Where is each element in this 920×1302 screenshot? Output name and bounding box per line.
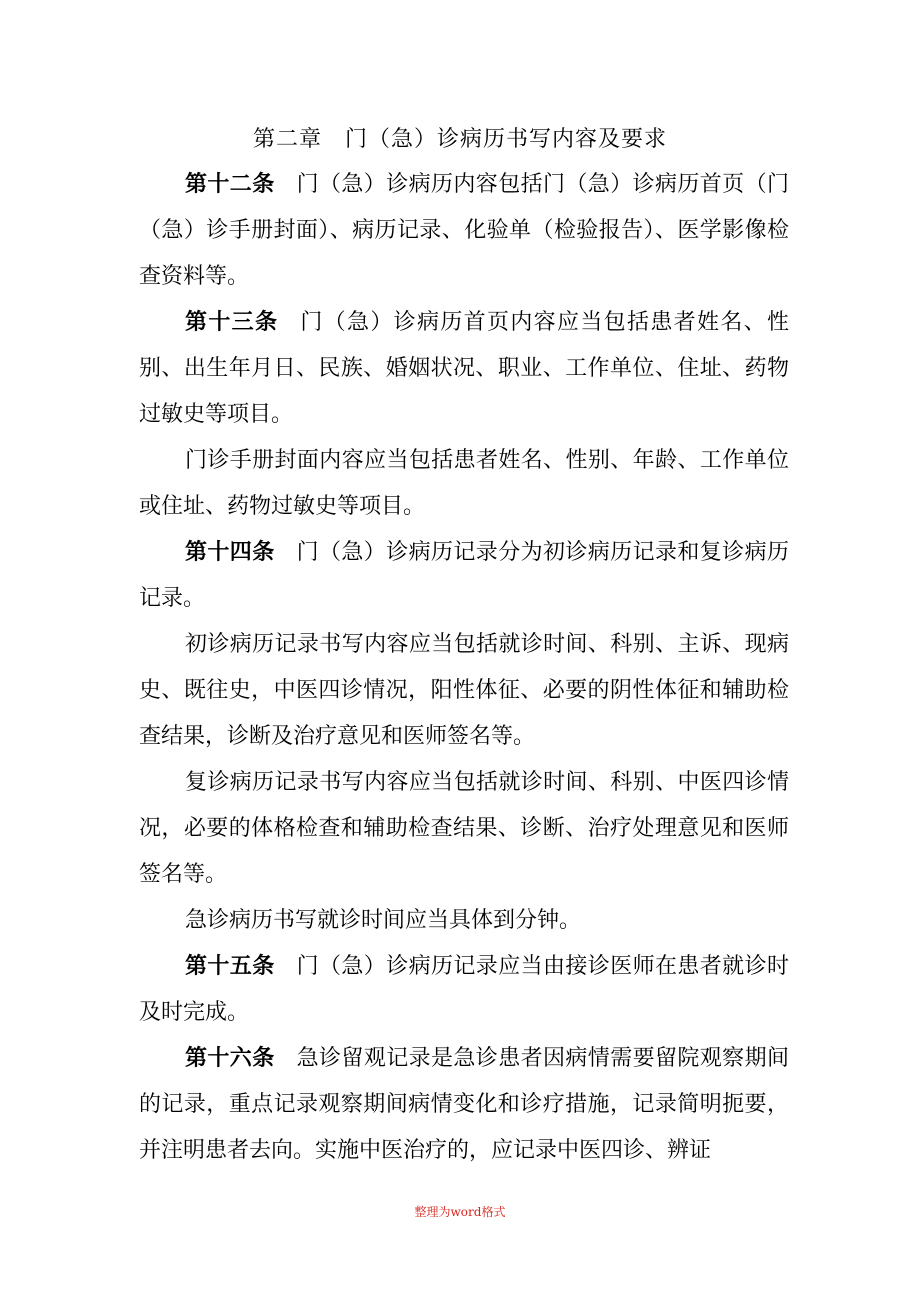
paragraph-article-12	[139, 162, 789, 300]
article-number: 第十二条	[185, 172, 275, 197]
paragraph-text: 复诊病历记录书写内容应当包括就诊时间、科别、中医四诊情况，必要的体格检查和辅助检查结果、诊断、治疗处理意见和医师签名等。	[139, 770, 789, 887]
paragraph-text: 门（急）诊病历首页内容应当包括患者姓名、性别、出生年月日、民族、婚姻状况、职业、工作单位、住址、药物过敏史等项目。	[139, 310, 789, 427]
paragraph-article-14	[139, 530, 789, 622]
paragraph-initial-visit	[139, 622, 789, 760]
footer-watermark: 整理为word格式	[414, 1205, 506, 1219]
paragraph-text: 门（急）诊病历记录分为初诊病历记录和复诊病历记录。	[139, 540, 789, 611]
article-number: 第十五条	[185, 954, 275, 979]
paragraph-text: 门诊手册封面内容应当包括患者姓名、性别、年龄、工作单位或住址、药物过敏史等项目。	[139, 448, 789, 519]
chapter-title: 第二章 门（急）诊病历书写内容及要求	[252, 127, 667, 152]
paragraph-emergency-time	[139, 898, 789, 944]
article-number: 第十三条	[185, 310, 279, 335]
paragraph-text: 初诊病历记录书写内容应当包括就诊时间、科别、主诉、现病史、既往史，中医四诊情况，阳性体征、必要的阴性体征和辅助检查结果，诊断及治疗意见和医师签名等。	[139, 632, 789, 749]
paragraph-text: 急诊留观记录是急诊患者因病情需要留院观察期间的记录，重点记录观察期间病情变化和诊疗措施，记录简明扼要，并注明患者去向。实施中医治疗的，应记录中医四诊、辨证	[139, 1046, 789, 1163]
paragraph-article-15	[139, 944, 789, 1036]
paragraph-text: 门（急）诊病历内容包括门（急）诊病历首页（门（急）诊手册封面）、病历记录、化验单（检验报告）、医学影像检查资料等。	[139, 172, 789, 289]
paragraph-text: 门（急）诊病历记录应当由接诊医师在患者就诊时及时完成。	[139, 954, 789, 1025]
paragraph-article-16	[139, 1036, 789, 1174]
paragraph-article-13	[139, 300, 789, 438]
article-number: 第十六条	[185, 1046, 275, 1071]
article-number: 第十四条	[185, 540, 275, 565]
document-body	[139, 162, 789, 1174]
paragraph-text: 急诊病历书写就诊时间应当具体到分钟。	[185, 908, 582, 933]
paragraph-booklet-cover	[139, 438, 789, 530]
paragraph-follow-up-visit	[139, 760, 789, 898]
